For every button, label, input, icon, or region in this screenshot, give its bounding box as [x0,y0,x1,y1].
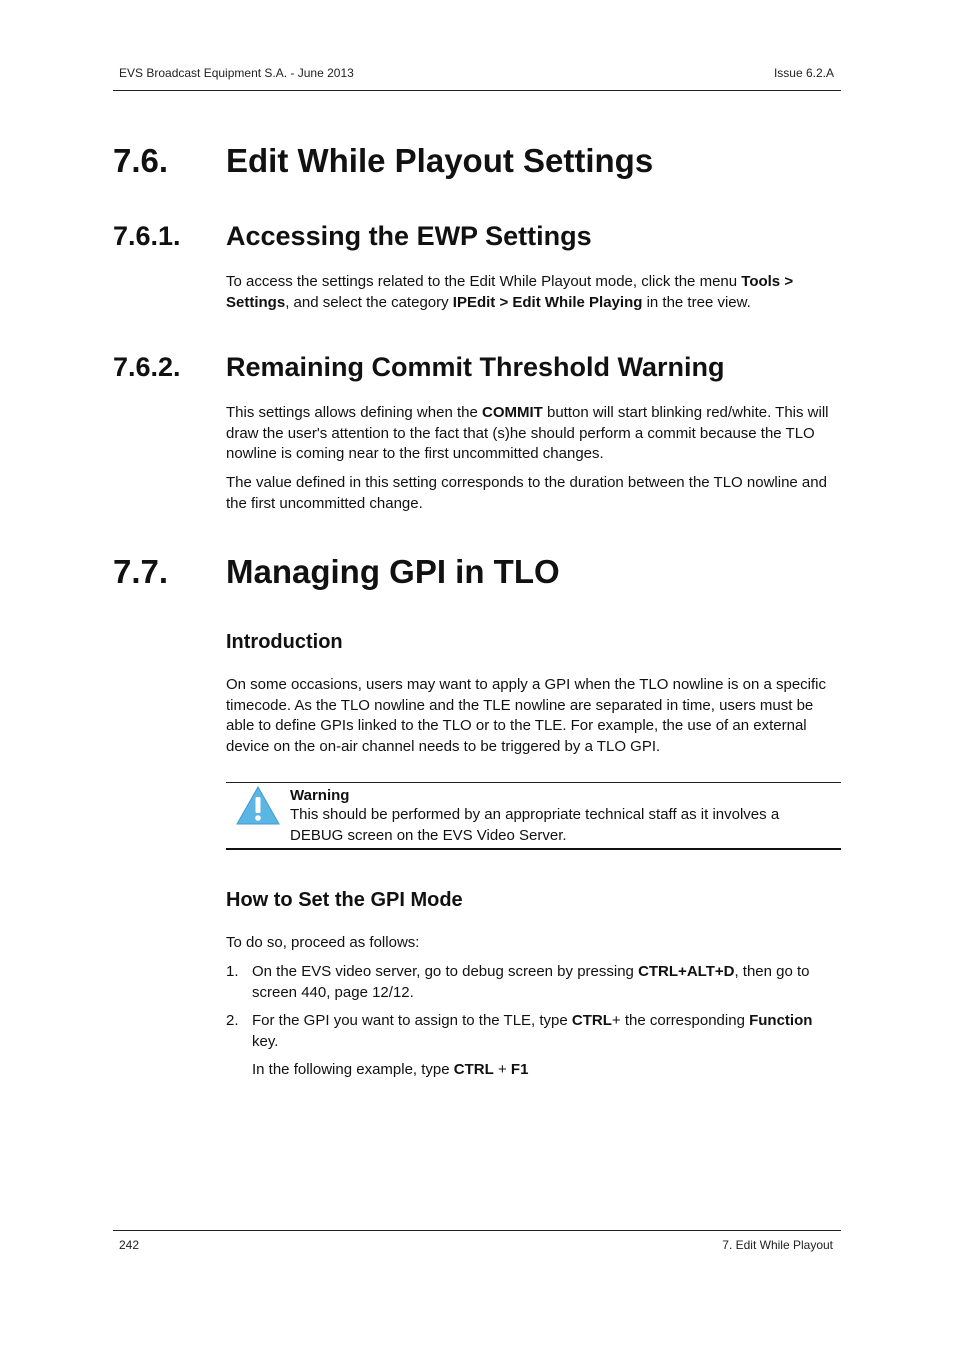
section-number-7-6-1: 7.6.1. [113,221,181,251]
section-title-7-6: Edit While Playout Settings [226,142,654,179]
warning-triangle-icon [236,786,280,826]
warning-title: Warning [290,787,350,804]
footer-rule [113,1230,841,1231]
paragraph-threshold-definition: The value defined in this setting corresponds to the duration between the TLO nowline and the first uncommitted change. [226,474,827,512]
paragraph-commit-warning: This settings allows defining when the COMMIT button will start blinking red/white. This will draw the user's attention to the fact that (s)he should perform a commit because the TLO nowline is coming near to the first uncommitted changes. [226,404,829,463]
paragraph-accessing-settings: To access the settings related to the Edit While Playout mode, click the menu Tools > Settings, and select the category IPEdit > Edit While Playing in the tree view. [226,273,794,311]
section-number-7-7: 7.7. [113,553,169,590]
section-title-7-7: Managing GPI in TLO [226,553,560,590]
header-right: Issue 6.2.A [773,66,834,80]
paragraph-gpi-intro: To do so, proceed as follows: [226,934,420,951]
step-2-number: 2. [226,1012,239,1029]
warning-bottom-rule [226,848,841,850]
step-2-example: In the following example, type CTRL + F1 [252,1061,529,1078]
subheading-gpi-mode: How to Set the GPI Mode [226,889,463,911]
paragraph-introduction: On some occasions, users may want to apply a GPI when the TLO nowline is on a specific timecode. As the TLO nowline and the TLE nowline are separated in time, users must be able to define GPIs linked to the TLO or to the TLE. For example, the use of an external device on the on-air channel needs to be triggered by a TLO GPI. [226,676,827,755]
footer-page-number: 242 [119,1238,140,1252]
step-1-number: 1. [226,963,239,980]
section-number-7-6: 7.6. [113,142,169,179]
warning-top-rule [226,782,841,783]
step-2-text: For the GPI you want to assign to the TLE, type CTRL+ the corresponding Function key. [252,1012,813,1050]
subheading-introduction: Introduction [226,631,343,653]
section-title-7-6-2: Remaining Commit Threshold Warning [226,352,725,382]
warning-text: This should be performed by an appropriate technical staff as it involves a DEBUG screen on the EVS Video Server. [290,806,780,844]
header-rule [113,90,841,91]
section-number-7-6-2: 7.6.2. [113,352,181,382]
step-1-text: On the EVS video server, go to debug screen by pressing CTRL+ALT+D, then go to screen 440, page 12/12. [252,963,810,1001]
header-left: EVS Broadcast Equipment S.A. - June 2013 [119,66,354,80]
section-title-7-6-1: Accessing the EWP Settings [226,221,592,251]
footer-chapter: 7. Edit While Playout [722,1238,833,1252]
